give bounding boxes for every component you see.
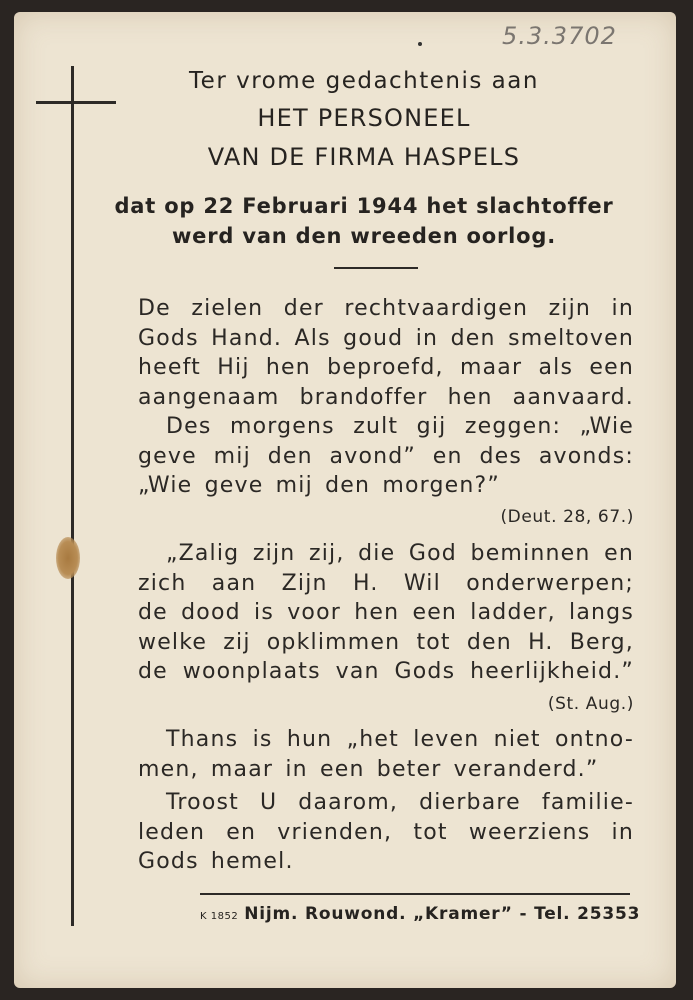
paragraph-psalm [138, 294, 634, 412]
header-date-line: dat op 22 Februari 1944 het slachtoffer [114, 194, 614, 218]
header-title: HET PERSONEEL [257, 104, 471, 132]
printer-name: Nijm. Rouwond. „Kramer” - Tel. 25353 [244, 904, 641, 924]
citation-deuteronomy: (Deut. 28, 67.) [500, 507, 634, 527]
footer-rule [200, 893, 630, 895]
printer-code: K 1852 [200, 911, 239, 922]
header-dedication: Ter vrome gedachtenis aan [189, 68, 539, 94]
text-line: Gods Hand. Als goud in den smeltoven [138, 325, 634, 351]
cross-vertical-bar [71, 66, 74, 926]
paragraph-consolation [138, 725, 634, 784]
paragraph-augustine [138, 539, 634, 687]
header-company: VAN DE FIRMA HASPELS [207, 143, 521, 171]
text-line: geve mij den avond” en des avonds: [138, 443, 634, 469]
printer-imprint [200, 904, 641, 924]
text-line: „Zalig zijn zij, die God beminnen en [166, 541, 634, 566]
memorial-card [14, 12, 676, 988]
header-war-line: werd van den wreeden oorlog. [171, 224, 557, 248]
text-line: Gods hemel. [138, 849, 294, 874]
text-line: zich aan Zijn H. Wil onderwerpen; [138, 570, 634, 596]
text-line: heeft Hij hen beproefd, maar als een [138, 355, 634, 380]
text-line: De zielen der rechtvaardigen zijn in [138, 296, 634, 321]
text-line: „Wie geve mij den morgen?” [138, 473, 500, 498]
text-line: men, maar in een beter veranderd.” [138, 756, 599, 782]
text-line: Troost U daarom, dierbare familie- [166, 790, 634, 815]
paper-stain [56, 537, 80, 579]
text-line: leden en vrienden, tot weerziens in [138, 819, 634, 845]
paragraph-deuteronomy [138, 412, 634, 501]
text-line: de woonplaats van Gods heerlijkheid.” [138, 659, 634, 684]
header-divider [334, 267, 418, 269]
text-line: Thans is hun „het leven niet ontno- [166, 727, 634, 752]
text-line: aangenaam brandoffer hen aanvaard. [138, 384, 634, 410]
text-line: Des morgens zult gij zeggen: „Wie [166, 414, 634, 439]
card-header [94, 64, 634, 251]
ink-dot [418, 42, 422, 46]
text-line: welke zij opklimmen tot den H. Berg, [138, 629, 634, 655]
paragraph-comfort [138, 788, 634, 877]
archive-number: 5.3.3702 [502, 22, 617, 50]
citation-augustine: (St. Aug.) [547, 694, 634, 714]
text-line: de dood is voor hen een ladder, langs [138, 600, 634, 625]
